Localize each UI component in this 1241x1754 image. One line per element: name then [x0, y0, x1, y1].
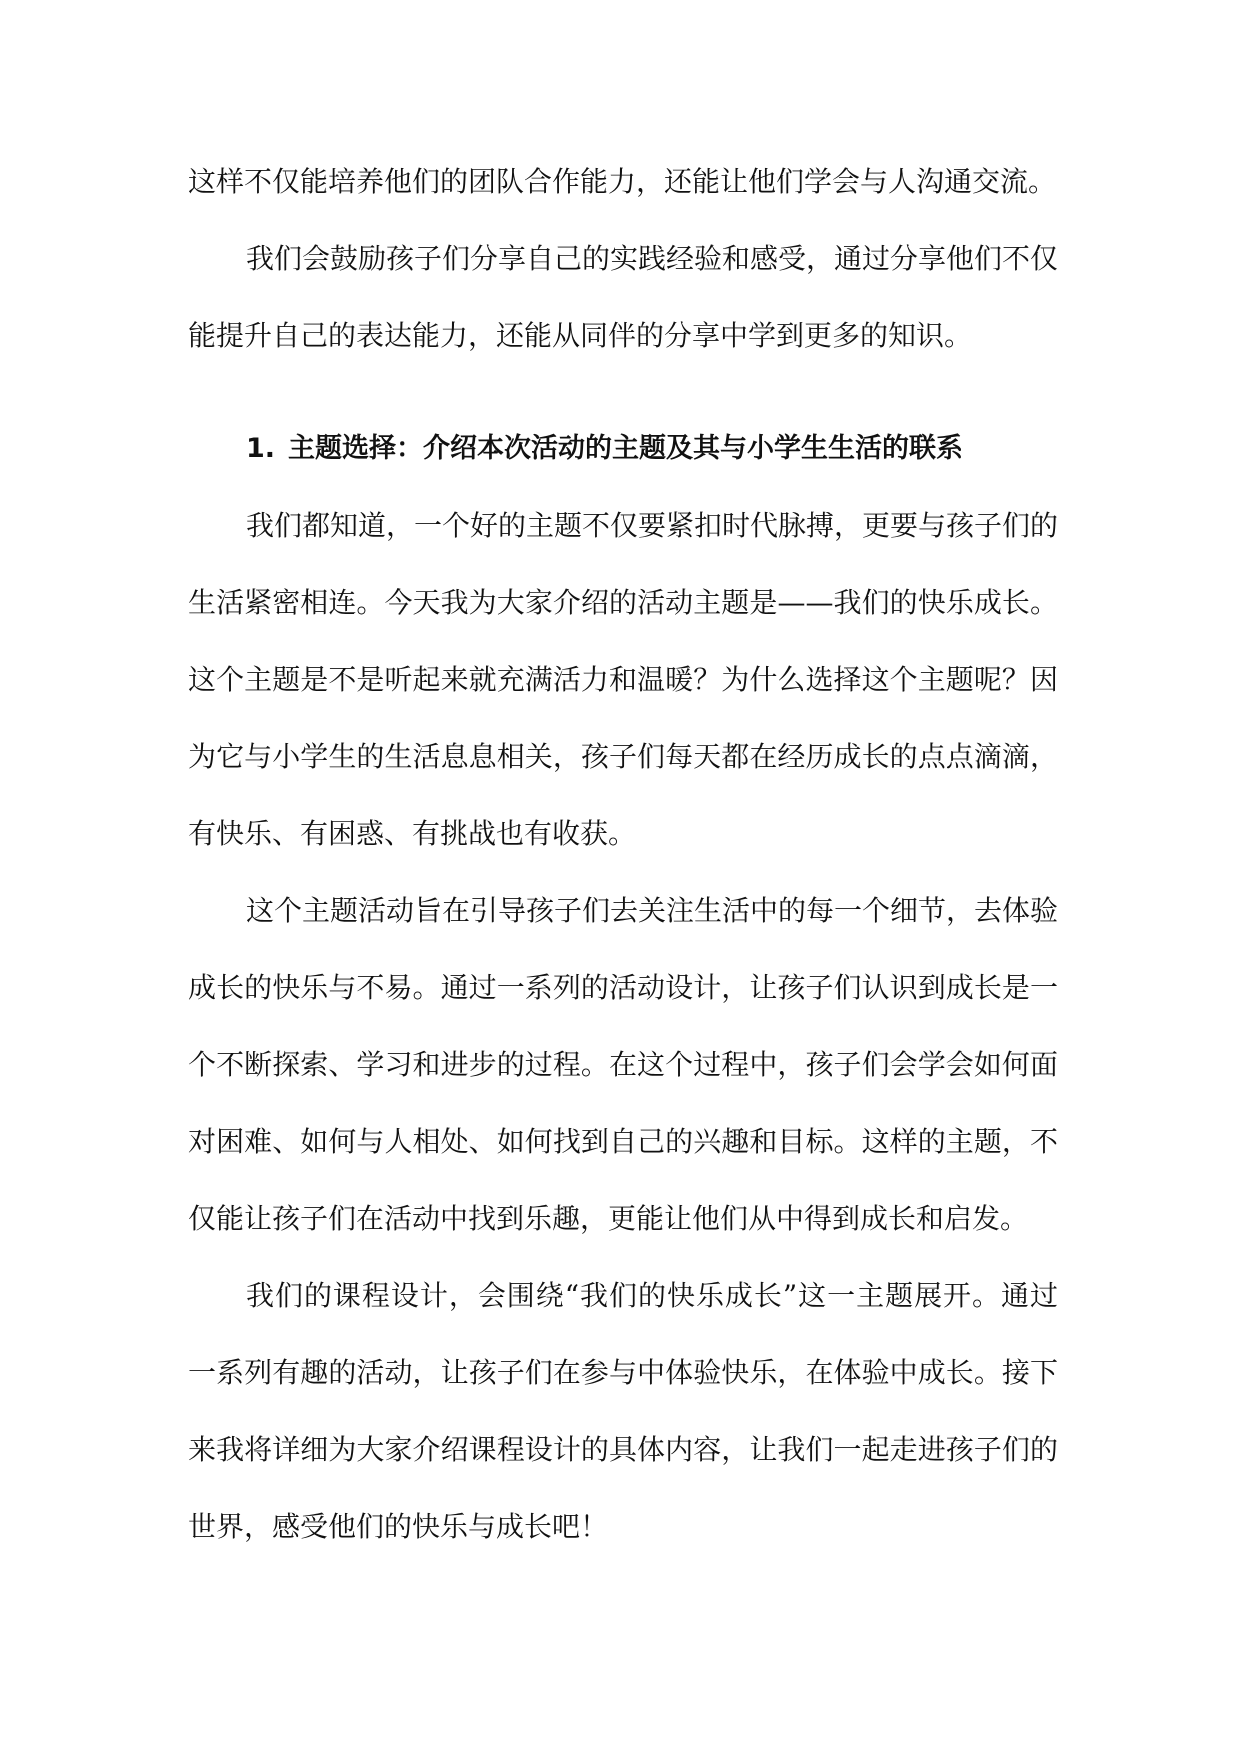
section-heading — [188, 410, 1058, 487]
document-body — [188, 143, 1058, 1565]
section-heading-number: 1. — [246, 433, 276, 464]
paragraph-theme-purpose: 这个主题活动旨在引导孩子们去关注生活中的每一个细节，去体验成长的快乐与不易。通过一系列的活动设计，让孩子们认识到成长是一个不断探索、学习和进步的过程。在这个过程中，孩子们会学会如何面对困难、如何与人相处、如何找到自己的兴趣和目标。这样的主题，不仅能让孩子们在活动中找到乐趣，更能让他们从中得到成长和启发。 — [188, 894, 1059, 1235]
paragraph-continuation: 这样不仅能培养他们的团队合作能力，还能让他们学会与人沟通交流。 — [188, 165, 1057, 198]
paragraph-sharing: 我们会鼓励孩子们分享自己的实践经验和感受，通过分享他们不仅能提升自己的表达能力，还能从同伴的分享中学到更多的知识。 — [188, 242, 1059, 352]
section-heading-text: 主题选择：介绍本次活动的主题及其与小学生生活的联系 — [288, 433, 963, 464]
paragraph-course-design: 我们的课程设计，会围绕“我们的快乐成长”这一主题展开。通过一系列有趣的活动，让孩子们在参与中体验快乐，在体验中成长。接下来我将详细为大家介绍课程设计的具体内容，让我们一起走进孩子们的世界，感受他们的快乐与成长吧！ — [188, 1279, 1058, 1543]
paragraph-theme-intro: 我们都知道，一个好的主题不仅要紧扣时代脉搏，更要与孩子们的生活紧密相连。今天我为大家介绍的活动主题是——我们的快乐成长。这个主题是不是听起来就充满活力和温暖？为什么选择这个主题呢？因为它与小学生的生活息息相关，孩子们每天都在经历成长的点点滴滴，有快乐、有困惑、有挑战也有收获。 — [188, 509, 1059, 850]
